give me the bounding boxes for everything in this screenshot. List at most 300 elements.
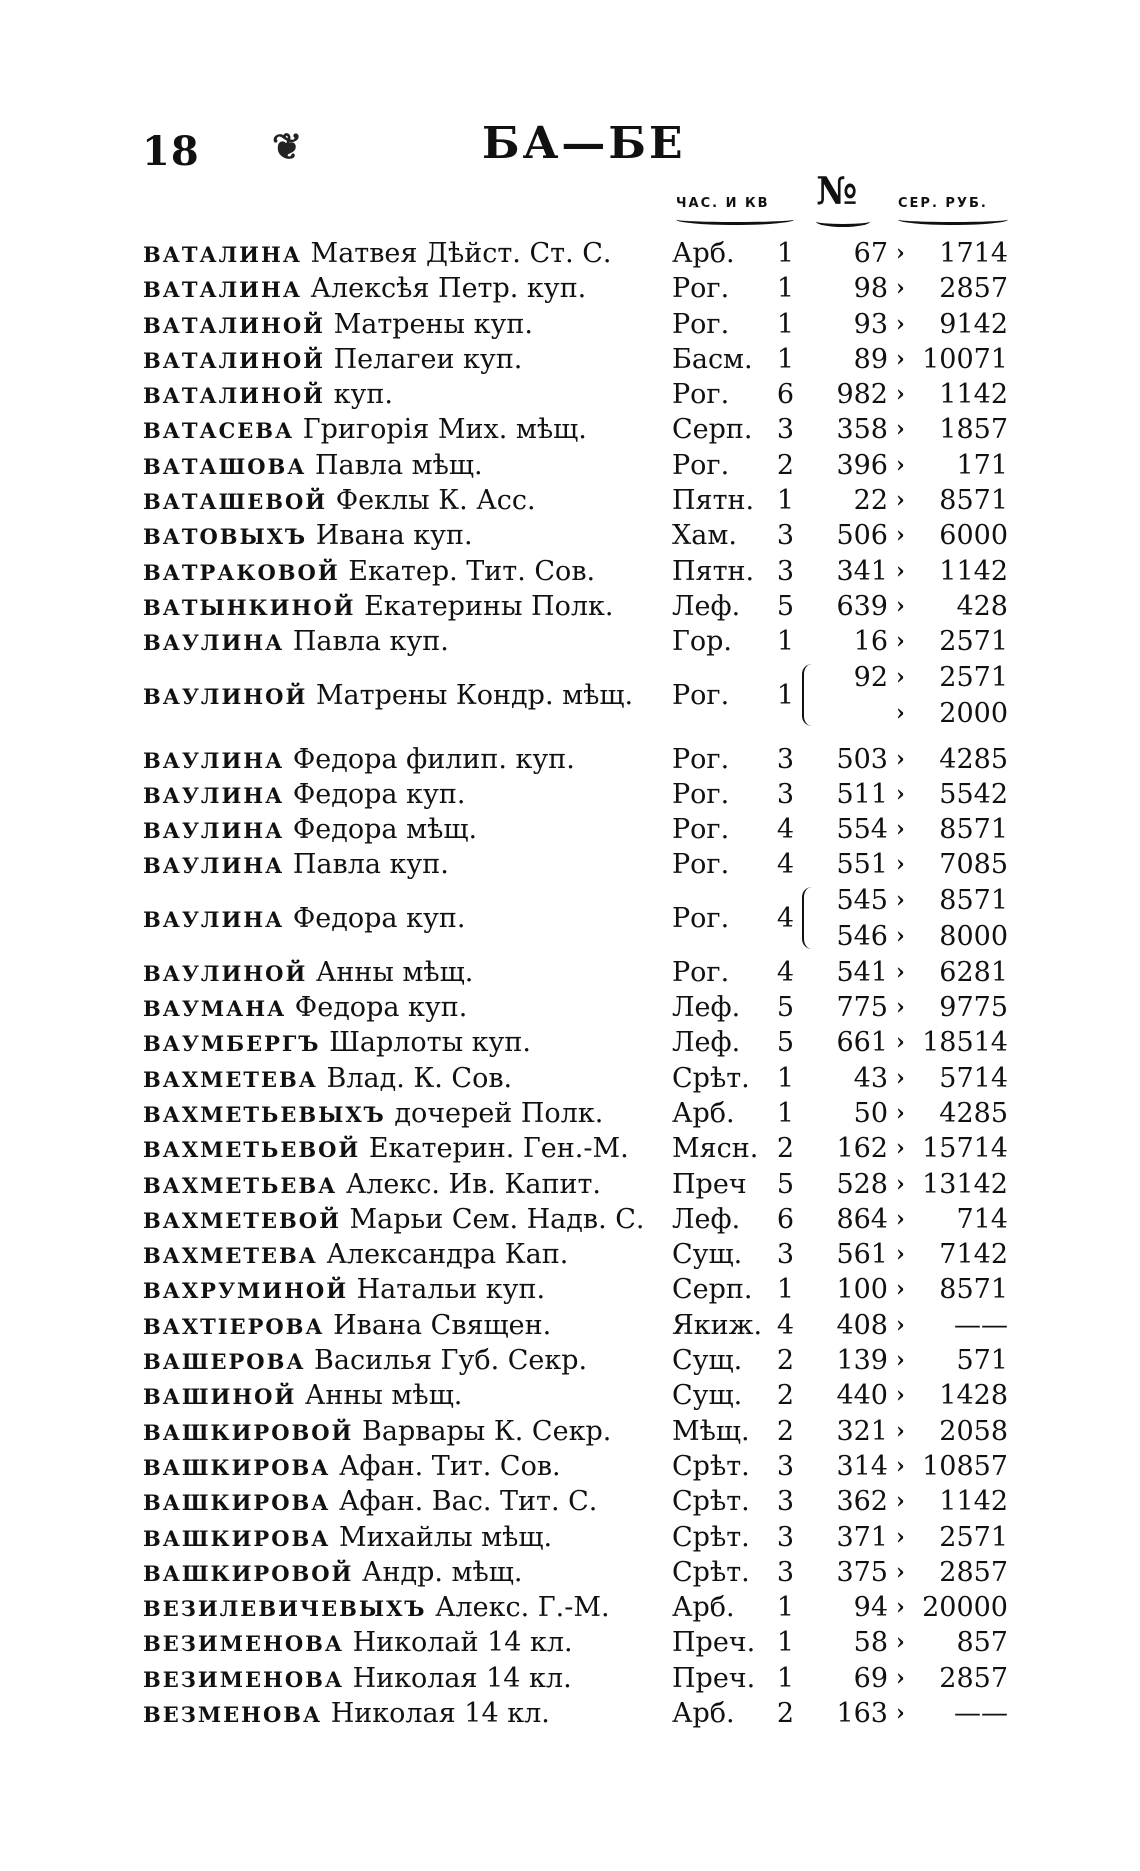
entry-house-number: 408 [836,1309,888,1341]
entry-name [143,1343,663,1379]
entry-details: Павла куп. [292,626,449,658]
register-entry [0,812,1140,847]
entry-name [143,1520,663,1556]
entry-rubles: 5542 [939,778,1008,810]
entry-part: Рог. [672,273,730,305]
register-entry [0,412,1140,447]
entry-house-number: 93 [853,308,888,340]
register-entry [0,1378,1140,1413]
entry-surname: ВАУЛИНОЙ [143,960,308,986]
column-header-rubles [898,196,1008,225]
entry-quarter: 3 [776,1450,794,1482]
register-entry [0,271,1140,306]
entry-rubles: 5714 [939,1062,1008,1094]
entry-rubles: 6000 [939,520,1008,552]
entry-house-number: 546 [836,920,888,952]
register-entry [0,448,1140,483]
entry-separator: › [896,1382,905,1409]
entry-house-number: 541 [836,956,888,988]
entry-quarter: 5 [776,590,794,622]
entry-rubles: 2857 [939,1556,1008,1588]
entry-surname: ВАУЛИНА [143,782,285,808]
register-list [0,236,1140,1731]
entry-separator: › [896,851,905,878]
entry-separator: › [896,628,905,655]
entry-rubles: 1714 [939,238,1008,269]
register-entry [0,1696,1140,1731]
entry-surname: ВАХМЕТЕВА [143,1243,318,1269]
entry-quarter: 3 [776,555,794,587]
entry-house-number: 89 [853,343,888,375]
entry-name [143,589,663,625]
entry-details: Феклы К. Асс. [335,485,536,517]
entry-name [143,624,663,660]
entry-rubles: 2571 [939,626,1008,658]
entry-house-number: 22 [853,485,888,517]
entry-quarter: 2 [776,1380,794,1412]
entry-quarter: 3 [776,743,794,775]
register-entry [0,1096,1140,1131]
entry-house-number: 375 [836,1556,888,1588]
entry-name [143,1202,663,1238]
entry-separator: › [896,1064,905,1091]
entry-part: Рог. [672,814,730,846]
entry-separator: › [896,745,905,772]
entry-rubles: 8571 [939,1274,1008,1306]
register-entry [0,1520,1140,1555]
entry-part: Леф. [672,1203,741,1235]
entry-rubles: 7142 [939,1239,1008,1271]
entry-part: Рог. [672,679,730,711]
entry-part: Арб. [672,1592,735,1624]
entry-quarter: 1 [776,485,794,517]
entry-separator: › [896,1488,905,1515]
register-entry [0,1167,1140,1202]
entry-separator: › [896,886,905,913]
entry-house-number: 43 [853,1062,888,1094]
entry-quarter: 3 [776,520,794,552]
register-entry [0,1237,1140,1272]
entry-details: Николай 14 кл. [352,1627,573,1659]
entry-separator: › [896,557,905,584]
entry-quarter: 2 [776,1133,794,1165]
entry-details: Николая 14 кл. [352,1662,572,1694]
entry-surname: ВАШКИРОВОЙ [143,1419,354,1445]
entry-separator: › [896,275,905,302]
entry-name [143,1590,663,1626]
entry-name [143,483,663,519]
entry-surname: ВЕЗМЕНОВА [143,1701,323,1727]
register-entry [0,1308,1140,1343]
entry-surname: ВАХМЕТЕВА [143,1066,318,1092]
entry-details: куп. [333,379,393,411]
column-brace [816,216,870,227]
entry-name [143,742,663,778]
entry-part: Мѣщ. [672,1415,750,1447]
entry-rubles: 18514 [922,1027,1008,1059]
entry-surname: ВАТОВЫХЪ [143,524,308,550]
entry-rubles: —— [954,1697,1008,1729]
entry-separator: › [896,994,905,1021]
entry-house-number: 358 [836,414,888,446]
register-entry [0,1272,1140,1307]
entry-name [143,342,663,378]
entry-house-number: 162 [836,1133,888,1165]
entry-separator: › [896,1629,905,1656]
entry-house-number: 775 [836,992,888,1024]
ornament-mark: ❦ [272,126,303,168]
entry-house-number: 661 [836,1027,888,1059]
entry-house-number: 67 [853,238,888,269]
entry-details: Анны мѣщ. [315,956,474,988]
entry-part: Арб. [672,1697,735,1729]
entry-surname: ВАУЛИНОЙ [143,683,308,709]
column-header-part [676,196,794,225]
entry-details: Григорія Мих. мѣщ. [302,414,587,446]
entry-part: Преч. [672,1662,756,1694]
entry-part: Пятн. [672,555,755,587]
entry-name [143,812,663,848]
entry-part: Срѣт. [672,1521,750,1553]
entry-surname: ВАТРАКОВОЙ [143,559,340,585]
entry-name [143,1272,663,1308]
entry-surname: ВАШЕРОВА [143,1349,306,1375]
entry-part: Мясн. [672,1133,759,1165]
entry-details: Павла куп. [292,849,449,881]
entry-name [143,1414,663,1450]
entry-details: Алекс. Ив. Капит. [345,1168,601,1200]
entry-house-number: 98 [853,273,888,305]
entry-surname: ВАХМЕТЬЕВОЙ [143,1137,361,1163]
entry-quarter: 5 [776,1027,794,1059]
entry-separator: › [896,1170,905,1197]
entry-quarter: 1 [776,1062,794,1094]
entry-rubles: 1142 [939,379,1008,411]
entry-house-number: 639 [836,590,888,622]
entry-surname: ВАУЛИНА [143,853,285,879]
entry-name [143,307,663,343]
entry-surname: ВЕЗИМЕНОВА [143,1631,344,1657]
entry-house-number: 864 [836,1203,888,1235]
entry-quarter: 1 [776,1627,794,1659]
entry-house-number: 561 [836,1239,888,1271]
entry-details: Федора филип. куп. [292,743,575,775]
entry-part: Леф. [672,1027,741,1059]
register-entry [0,518,1140,553]
entry-rubles: 2571 [939,661,1008,693]
register-entry [0,990,1140,1025]
entry-house-number: 58 [853,1627,888,1659]
entry-part: Басм. [672,343,753,375]
entry-details: Федора куп. [292,902,466,934]
entry-part: Срѣт. [672,1556,750,1588]
register-entry-double [0,660,1140,732]
entry-details: Натальи куп. [356,1274,546,1306]
entry-quarter: 3 [776,1239,794,1271]
entry-separator: › [896,699,905,726]
entry-separator: › [896,922,905,949]
entry-details: Екатер. Тит. Сов. [348,555,596,587]
register-entry [0,1061,1140,1096]
entry-name [143,1025,663,1061]
register-entry [0,742,1140,777]
entry-name [143,1131,663,1167]
entry-separator: › [896,780,905,807]
entry-separator: › [896,958,905,985]
entry-surname: ВАТАСЕВА [143,418,295,444]
entry-separator: › [896,381,905,408]
entry-quarter: 1 [776,238,794,269]
entry-part: Хам. [672,520,737,552]
entry-part: Рог. [672,743,730,775]
entry-rubles: 9142 [939,308,1008,340]
entry-separator: › [896,1029,905,1056]
entry-part: Рог. [672,956,730,988]
entry-rubles: 1428 [939,1380,1008,1412]
register-entry [0,1202,1140,1237]
entry-quarter: 4 [776,849,794,881]
entry-details: Варвары К. Секр. [362,1415,612,1447]
entry-surname: ВАХРУМИНОЙ [143,1278,349,1304]
entry-details: Федора куп. [292,778,466,810]
entry-name [143,777,663,813]
entry-name [143,1378,663,1414]
entry-rubles: 2857 [939,1662,1008,1694]
entry-rubles: —— [954,1309,1008,1341]
register-entry [0,1661,1140,1696]
entry-house-number: 341 [836,555,888,587]
entry-rubles: 9775 [939,992,1008,1024]
entry-part: Сущ. [672,1345,743,1377]
entry-house-number: 554 [836,814,888,846]
register-entry [0,307,1140,342]
register-entry [0,955,1140,990]
entry-surname: ВАШКИРОВОЙ [143,1560,354,1586]
entry-house-number: 94 [853,1592,888,1624]
entry-separator: › [896,1594,905,1621]
register-entry [0,1625,1140,1660]
entry-house-number: 545 [836,884,888,916]
entry-quarter: 1 [776,626,794,658]
entry-separator: › [896,1699,905,1726]
entry-name [143,678,663,714]
entry-house-number: 139 [836,1345,888,1377]
entry-part: Рог. [672,902,730,934]
register-entry [0,483,1140,518]
entry-part: Срѣт. [672,1450,750,1482]
entry-separator: › [896,1347,905,1374]
entry-house-number: 16 [853,626,888,658]
entry-separator: › [896,1523,905,1550]
entry-name [143,1625,663,1661]
entry-name [143,236,663,272]
entry-details: Алексѣя Петр. куп. [310,273,587,305]
entry-rubles: 10071 [922,343,1008,375]
entry-details: Алекс. Г.-М. [435,1592,610,1624]
register-entry [0,554,1140,589]
entry-quarter: 4 [776,1309,794,1341]
entry-name [143,1696,663,1732]
entry-part: Срѣт. [672,1062,750,1094]
entry-details: Афан. Вас. Тит. С. [338,1486,598,1518]
entry-rubles: 171 [956,449,1008,481]
entry-separator: › [896,592,905,619]
entry-part: Серп. [672,414,753,446]
entry-house-number: 440 [836,1380,888,1412]
entry-part: Преч. [672,1627,756,1659]
entry-name [143,1061,663,1097]
entry-rubles: 10857 [922,1450,1008,1482]
register-entry [0,847,1140,882]
entry-quarter: 4 [776,814,794,846]
entry-house-number: 362 [836,1486,888,1518]
entry-rubles: 4285 [939,1097,1008,1129]
column-brace [676,214,794,225]
entry-quarter: 3 [776,1486,794,1518]
entry-surname: ВАУЛИНА [143,818,285,844]
entry-details: Матвея Дѣйст. Ст. С. [310,238,612,269]
entry-name [143,1555,663,1591]
entry-part: Рог. [672,308,730,340]
column-brace [898,214,1008,225]
entry-surname: ВАТАЛИНОЙ [143,383,325,409]
entry-surname: ВАТАШЕВОЙ [143,489,328,515]
entry-name [143,955,663,991]
entry-quarter: 1 [776,1662,794,1694]
entry-surname: ВАТАШОВА [143,453,307,479]
entry-part: Рог. [672,379,730,411]
entry-quarter: 5 [776,1168,794,1200]
entry-part: Пятн. [672,485,755,517]
entry-name [143,847,663,883]
entry-quarter: 2 [776,1697,794,1729]
entry-part: Гор. [672,626,732,658]
entry-quarter: 3 [776,1521,794,1553]
entry-house-number: 314 [836,1450,888,1482]
entry-separator: › [896,1664,905,1691]
entry-details: Ивана Священ. [333,1309,552,1341]
entry-house-number: 982 [836,379,888,411]
column-header-number-label: № [816,168,858,213]
register-entry-double [0,883,1140,955]
entry-surname: ВАХМЕТЕВОЙ [143,1207,341,1233]
entry-rubles: 6281 [939,956,1008,988]
entry-name [143,901,663,937]
entry-separator: › [896,1558,905,1585]
entry-part: Рог. [672,778,730,810]
entry-rubles: 8571 [939,884,1008,916]
register-entry [0,342,1140,377]
entry-name [143,1096,663,1132]
entry-details: Андр. мѣщ. [362,1556,523,1588]
entry-separator: › [896,310,905,337]
entry-rubles: 2058 [939,1415,1008,1447]
entry-part: Леф. [672,992,741,1024]
entry-quarter: 3 [776,778,794,810]
entry-surname: ВАУЛИНА [143,630,285,656]
entry-surname: ВЕЗИМЕНОВА [143,1666,344,1692]
entry-surname: ВАХМЕТЬЕВА [143,1172,338,1198]
register-entry [0,1590,1140,1625]
entry-quarter: 1 [776,1274,794,1306]
entry-part: Леф. [672,590,741,622]
entry-details: Пелагеи куп. [333,343,523,375]
entry-details: Николая 14 кл. [330,1697,550,1729]
entry-rubles: 1142 [939,555,1008,587]
entry-details: Матрены куп. [333,308,533,340]
entry-rubles: 2571 [939,1521,1008,1553]
entry-house-number: 528 [836,1168,888,1200]
register-entry [0,1414,1140,1449]
entry-quarter: 1 [776,679,794,711]
entry-separator: › [896,345,905,372]
entry-name [143,1167,663,1203]
entry-rubles: 1857 [939,414,1008,446]
register-entry [0,1131,1140,1166]
entry-separator: › [896,416,905,443]
entry-name [143,412,663,448]
entry-rubles: 8000 [939,920,1008,952]
entry-name [143,1449,663,1485]
entry-separator: › [896,816,905,843]
entry-house-number: 503 [836,743,888,775]
entry-separator: › [896,663,905,690]
entry-name [143,1484,663,1520]
register-entry [0,589,1140,624]
page-number: 18 [142,128,200,175]
entry-surname: ВАТЫНКИНОЙ [143,594,356,620]
entry-house-number: 163 [836,1697,888,1729]
register-entry [0,1449,1140,1484]
entry-rubles: 1142 [939,1486,1008,1518]
entry-part: Арб. [672,238,735,269]
entry-separator: › [896,1311,905,1338]
column-header-number [816,168,870,227]
entry-rubles: 13142 [922,1168,1008,1200]
entry-rubles: 714 [956,1203,1008,1235]
entry-surname: ВАУЛИНА [143,906,285,932]
entry-details: Матрены Кондр. мѣщ. [315,679,634,711]
entry-details: Федора куп. [294,992,468,1024]
entry-house-number: 511 [836,778,888,810]
entry-separator: › [896,1241,905,1268]
entry-surname: ВАХМЕТЬЕВЫХЪ [143,1101,386,1127]
entry-surname: ВАТАЛИНОЙ [143,347,325,373]
entry-name [143,518,663,554]
entry-quarter: 3 [776,414,794,446]
entry-quarter: 3 [776,1556,794,1588]
register-entry [0,236,1140,271]
entry-details: Александра Кап. [326,1239,569,1271]
entry-house-number: 92 [853,661,888,693]
entry-details: Федора мѣщ. [292,814,478,846]
entry-name [143,554,663,590]
entry-details: Михайлы мѣщ. [338,1521,553,1553]
page-title: БА—БЕ [482,118,686,169]
entry-surname: ВАШИНОЙ [143,1384,297,1410]
entry-house-number: 551 [836,849,888,881]
entry-quarter: 2 [776,1415,794,1447]
entry-quarter: 2 [776,1345,794,1377]
entry-quarter: 5 [776,992,794,1024]
entry-part: Рог. [672,849,730,881]
entry-details: Марьи Сем. Надв. С. [349,1203,645,1235]
entry-quarter: 6 [776,1203,794,1235]
entry-name [143,990,663,1026]
entry-house-number: 100 [836,1274,888,1306]
entry-surname: ВАТАЛИНА [143,242,302,267]
entry-rubles: 2857 [939,273,1008,305]
